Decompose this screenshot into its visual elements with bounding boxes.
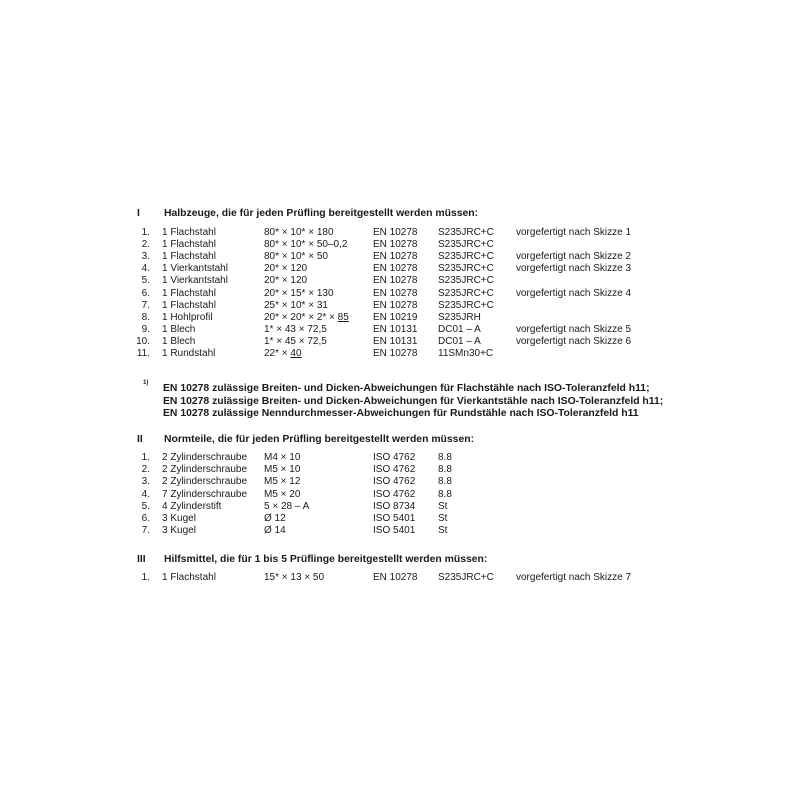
row-description: 1 Vierkantstahl [162,263,228,275]
table-row [0,263,800,275]
row-description: 1 Flachstahl [162,287,216,299]
row-number: 8. [141,311,150,323]
row-dimensions: 80* × 10* × 50 [264,251,328,263]
row-material: S235JRC+C [438,299,494,311]
row-standard: EN 10278 [373,287,418,299]
row-dimensions: 20* × 15* × 130 [264,287,334,299]
row-number: 4. [141,488,150,500]
table-row [0,251,800,263]
row-number: 2. [141,239,150,251]
row-number: 5. [141,500,150,512]
row-material: 8.8 [438,452,452,463]
row-number: 6. [141,287,150,299]
section-1-roman: I [137,208,140,219]
row-dimensions: 20* × 120 [264,275,308,287]
table-row [0,300,800,312]
row-note: vorgefertigt nach Skizze 6 [516,335,632,347]
row-description: 1 Flachstahl [162,251,216,263]
table-row [0,227,800,239]
section-1-title: Halbzeuge, die für jeden Prüfling bereitgestellt werden müssen: [164,208,479,219]
row-description: 7 Zylinderschraube [162,488,248,500]
row-description: 1 Flachstahl [162,239,216,251]
row-standard: EN 10131 [373,323,418,335]
table-row [0,476,800,488]
row-note: vorgefertigt nach Skizze 5 [516,323,632,335]
row-dimensions-text: 22* × [264,348,291,359]
row-dimensions: M5 × 20 [264,488,301,500]
section-2-title: Normteile, die für jeden Prüfling bereitgestellt werden müssen: [164,434,475,445]
row-standard: ISO 5401 [373,513,416,524]
row-dimensions: M4 × 10 [264,452,301,463]
table-row [0,324,800,336]
row-description: 4 Zylinderstift [162,500,222,512]
row-number: 10. [136,335,150,347]
row-number: 7. [141,525,150,537]
section-2-roman: II [137,434,143,445]
row-standard: EN 10278 [373,348,418,359]
row-dimensions: M5 × 12 [264,476,301,488]
row-dimensions: 15* × 13 × 50 [264,572,325,583]
table-row [0,288,800,300]
row-material: 8.8 [438,476,452,488]
row-number: 4. [141,263,150,275]
row-material: S235JRC+C [438,572,494,583]
row-standard: ISO 8734 [373,500,416,512]
table-row [0,312,800,324]
row-description: 1 Flachstahl [162,299,216,311]
row-dimensions-underlined: 40 [290,348,302,359]
row-dimensions-text: 20* × 20* × 2* × [264,311,338,323]
row-standard: EN 10219 [373,311,418,323]
row-material: 11SMn30+C [438,348,494,359]
row-number: 1. [141,227,150,238]
row-material: St [438,513,448,524]
table-row [0,525,800,537]
row-description: 3 Kugel [162,513,196,524]
row-dimensions [264,312,349,324]
row-dimensions [264,348,302,360]
row-material: S235JRC+C [438,227,494,238]
table-row [0,452,800,464]
row-note: vorgefertigt nach Skizze 3 [516,263,632,275]
row-material: S235JRH [438,311,481,323]
row-material: 8.8 [438,464,452,476]
footnote-line-3: EN 10278 zulässige Nenndurchmesser-Abweichungen für Rundstähle nach ISO-Toleranzfeld h11 [163,408,639,419]
row-description: 1 Flachstahl [162,572,216,583]
row-dimensions: 1* × 45 × 72,5 [264,335,327,347]
row-standard: ISO 4762 [373,452,416,463]
footnote-line-2: EN 10278 zulässige Breiten- und Dicken-Abweichungen für Vierkantstähle nach ISO-Toleranzfeld h11; [163,395,664,407]
table-row [0,275,800,287]
row-number: 7. [141,299,150,311]
row-dimensions: Ø 12 [264,513,286,524]
section-3-roman: III [137,554,146,565]
table-row [0,572,800,584]
row-note: vorgefertigt nach Skizze 7 [516,572,632,583]
row-standard: ISO 4762 [373,488,416,500]
row-number: 5. [141,275,150,287]
row-material: 8.8 [438,488,452,500]
section-1-heading [137,208,777,222]
table-row [0,336,800,348]
row-number: 1. [141,452,150,463]
row-standard: EN 10278 [373,263,418,275]
row-standard: ISO 4762 [373,476,416,488]
row-description: 2 Zylinderschraube [162,452,248,463]
row-dimensions: 25* × 10* × 31 [264,299,328,311]
row-number: 11. [136,348,150,359]
row-material: S235JRC+C [438,275,494,287]
row-number: 6. [141,513,150,524]
row-material: S235JRC+C [438,287,494,299]
row-dimensions: Ø 14 [264,525,286,537]
row-note: vorgefertigt nach Skizze 4 [516,287,632,299]
row-material: S235JRC+C [438,251,494,263]
row-dimensions: 80* × 10* × 180 [264,227,334,238]
row-description: 1 Hohlprofil [162,311,213,323]
row-description: 2 Zylinderschraube [162,464,248,476]
row-standard: EN 10278 [373,299,418,311]
row-dimensions: 20* × 120 [264,263,308,275]
table-row [0,239,800,251]
row-note: vorgefertigt nach Skizze 1 [516,227,632,238]
row-number: 1. [141,572,150,583]
row-material: DC01 – A [438,323,481,335]
row-description: 1 Blech [162,335,196,347]
row-number: 2. [141,464,150,476]
row-material: S235JRC+C [438,263,494,275]
row-material: St [438,500,448,512]
row-description: 2 Zylinderschraube [162,476,248,488]
footnote-marker: 1) [143,380,149,386]
row-standard: ISO 5401 [373,525,416,537]
table-row [0,501,800,513]
row-standard: EN 10278 [373,239,418,251]
row-description: 3 Kugel [162,525,196,537]
row-number: 3. [141,476,150,488]
footnote [163,383,663,421]
row-description: 1 Rundstahl [162,348,216,359]
row-dimensions-underlined: 85 [337,311,349,323]
row-material: St [438,525,448,537]
row-note: vorgefertigt nach Skizze 2 [516,251,632,263]
row-dimensions: 5 × 28 – A [264,500,310,512]
footnote-line-1: EN 10278 zulässige Breiten- und Dicken-Abweichungen für Flachstähle nach ISO-Toleranzfeld h11; [163,383,650,394]
row-standard: ISO 4762 [373,464,416,476]
row-dimensions: 1* × 43 × 72,5 [264,323,327,335]
row-material: DC01 – A [438,335,481,347]
table-row [0,348,800,360]
row-standard: EN 10278 [373,251,418,263]
row-number: 9. [141,323,150,335]
section-3-title: Hilfsmittel, die für 1 bis 5 Prüflinge bereitgestellt werden müssen: [164,554,488,565]
row-standard: EN 10278 [373,572,418,583]
section-3-heading [137,554,777,568]
row-dimensions: M5 × 10 [264,464,301,476]
section-2-heading [137,434,777,448]
row-number: 3. [141,251,150,263]
row-standard: EN 10131 [373,335,418,347]
row-dimensions: 80* × 10* × 50–0,2 [264,239,348,251]
row-material: S235JRC+C [438,239,494,251]
row-description: 1 Flachstahl [162,227,216,238]
table-row [0,513,800,525]
row-standard: EN 10278 [373,275,418,287]
table-row [0,464,800,476]
row-standard: EN 10278 [373,227,418,238]
table-row [0,489,800,501]
row-description: 1 Vierkantstahl [162,275,228,287]
row-description: 1 Blech [162,323,196,335]
